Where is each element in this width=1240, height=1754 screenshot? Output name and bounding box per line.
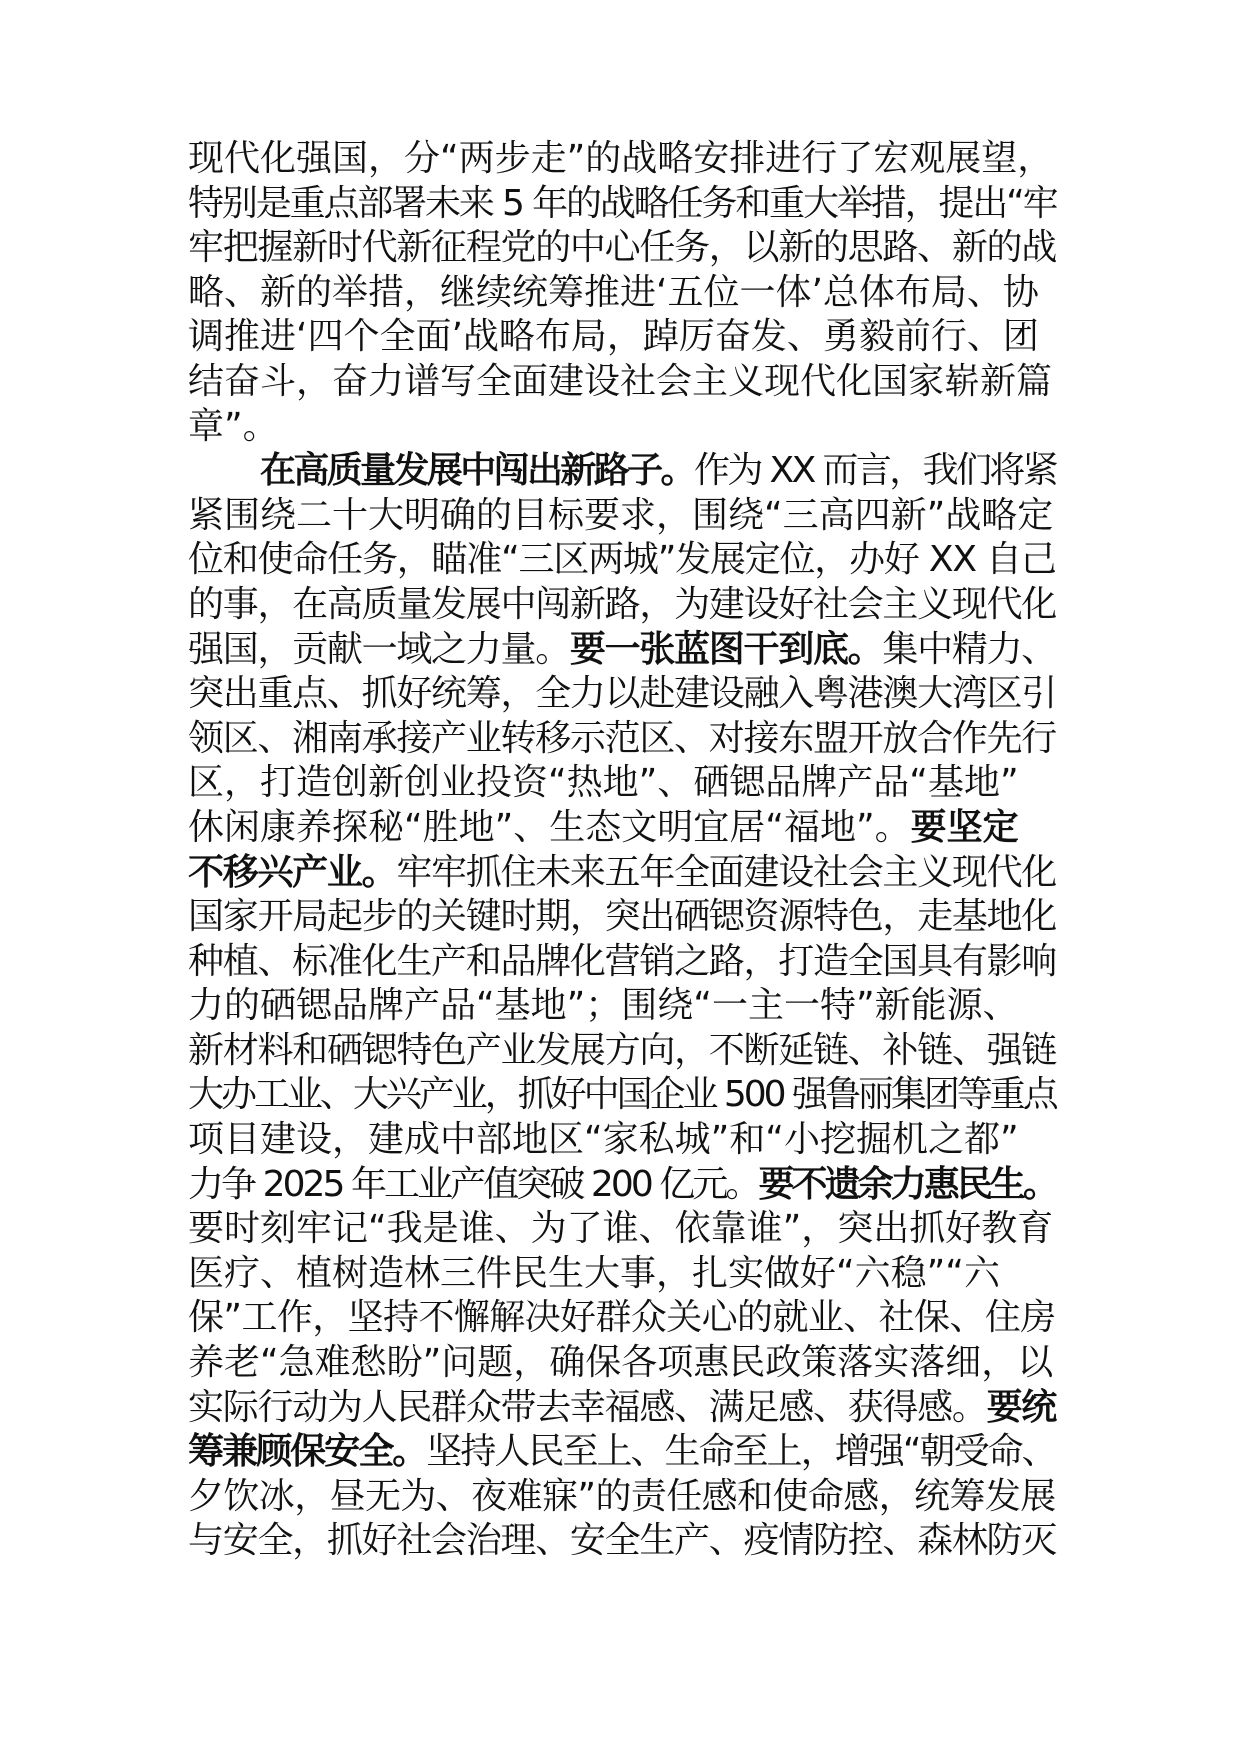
text-line	[188, 1073, 1056, 1118]
text-segment: 国家开局起步的关键时期，突出硒锶资源特色，走基地化	[188, 896, 1057, 938]
bold-heading-segment: 要坚定	[910, 806, 1019, 848]
text-line	[188, 672, 1056, 717]
text-line	[188, 271, 1056, 316]
text-segment: 力的硒锶品牌产品“基地”；围绕“一主一特”新能源、	[188, 985, 1019, 1027]
text-segment: 坚持人民至上、生命至上，增强“朝受命、	[426, 1431, 1056, 1473]
text-segment: 保”工作，坚持不懈解决好群众关心的就业、社保、住房	[188, 1297, 1056, 1339]
text-segment: 与安全，抓好社会治理、安全生产、疫情防控、森林防灭	[188, 1520, 1057, 1562]
text-line	[188, 1029, 1056, 1074]
text-line	[188, 494, 1056, 539]
text-line	[188, 226, 1056, 271]
text-line	[188, 1341, 1056, 1386]
text-line	[188, 984, 1056, 1029]
text-line	[188, 583, 1056, 628]
text-segment: 区，打造创新创业投资“热地”、硒锶品牌产品“基地”	[188, 762, 1019, 804]
text-line	[188, 137, 1056, 182]
bold-heading-segment: 要一张蓝图干到底。	[569, 628, 883, 670]
text-line	[188, 895, 1056, 940]
text-segment: 强国，贡献一域之力量。	[188, 628, 570, 670]
text-segment: 的事，在高质量发展中闯新路，为建设好社会主义现代化	[188, 583, 1057, 625]
bold-heading-segment: 筹兼顾保安全。	[188, 1431, 427, 1473]
text-line	[188, 1519, 1056, 1564]
text-line	[188, 315, 1056, 360]
text-line	[188, 449, 1056, 494]
text-segment: 夕饮冰，昼无为、夜难寐”的责任感和使命感，统筹发展	[188, 1475, 1056, 1517]
text-line	[188, 182, 1056, 227]
text-line	[188, 538, 1056, 583]
text-line	[188, 717, 1056, 762]
text-segment: 结奋斗，奋力谱写全面建设社会主义现代化国家崭新篇	[188, 360, 1053, 402]
text-line	[188, 1430, 1056, 1475]
bold-heading-segment: 不移兴产业。	[188, 851, 397, 893]
text-line	[188, 1475, 1056, 1520]
text-segment: 突出重点、抓好统筹，全力以赴建设融入粤港澳大湾区引	[188, 673, 1057, 715]
text-segment: 养老“急难愁盼”问题，确保各项惠民政策落实落细，以	[188, 1342, 1054, 1384]
text-line	[188, 1296, 1056, 1341]
text-segment: 力争 2025 年工业产值突破 200 亿元。	[188, 1163, 759, 1205]
text-segment: 休闲康养探秘“胜地”、生态文明宜居“福地”。	[188, 806, 911, 848]
text-line	[188, 1163, 1056, 1208]
bold-heading-segment: 要统	[986, 1386, 1057, 1428]
text-line	[188, 851, 1056, 896]
bold-heading-segment: 在高质量发展中闯出新路子。	[260, 450, 694, 492]
text-line	[188, 628, 1056, 673]
text-segment: 牢把握新时代新征程党的中心任务，以新的思路、新的战	[188, 227, 1057, 269]
bold-heading-segment: 要不遗余力惠民生。	[758, 1163, 1057, 1205]
text-line	[188, 761, 1056, 806]
text-segment: 大办工业、大兴产业，抓好中国企业 500 强鲁丽集团等重点	[188, 1074, 1056, 1116]
text-segment: 调推进‘四个全面’战略布局，踔厉奋发、勇毅前行、团	[188, 316, 1039, 358]
text-line	[188, 940, 1056, 985]
text-segment: 集中精力、	[882, 628, 1057, 670]
text-segment: 种植、标准化生产和品牌化营销之路，打造全国具有影响	[188, 940, 1057, 982]
text-segment: 章”。	[188, 405, 279, 447]
text-line	[188, 1252, 1056, 1297]
text-segment: 现代化强国，分“两步走”的战略安排进行了宏观展望，	[188, 138, 1054, 179]
text-segment: 新材料和硒锶特色产业发展方向，不断延链、补链、强链	[188, 1029, 1057, 1071]
body-text	[188, 137, 1056, 1564]
text-segment: 项目建设，建成中部地区“家私城”和“小挖掘机之都”	[188, 1119, 1019, 1161]
text-segment: 实际行动为人民群众带去幸福感、满足感、获得感。	[188, 1386, 987, 1428]
text-segment: 牢牢抓住未来五年全面建设社会主义现代化	[396, 851, 1057, 893]
text-segment: 领区、湘南承接产业转移示范区、对接东盟开放合作先行	[188, 717, 1057, 759]
text-segment: 医疗、植树造林三件民生大事，扎实做好“六稳”“六	[188, 1252, 1000, 1294]
text-segment: 略、新的举措，继续统筹推进‘五位一体’总体布局、协	[188, 271, 1039, 313]
text-segment: 特别是重点部署未来 5 年的战略任务和重大举措，提出“牢	[188, 182, 1057, 224]
text-line	[188, 405, 1056, 450]
text-segment: 作为 XX 而言，我们将紧	[693, 450, 1057, 492]
text-segment: 要时刻牢记“我是谁、为了谁、依靠谁”，突出抓好教育	[188, 1208, 1054, 1250]
text-line	[188, 1207, 1056, 1252]
text-line	[188, 360, 1056, 405]
text-segment: 紧围绕二十大明确的目标要求，围绕“三高四新”战略定	[188, 494, 1054, 536]
text-segment: 位和使命任务，瞄准“三区两城”发展定位，办好 XX 自己	[188, 539, 1056, 581]
text-line	[188, 1118, 1056, 1163]
text-line	[188, 806, 1056, 851]
text-line	[188, 1386, 1056, 1431]
